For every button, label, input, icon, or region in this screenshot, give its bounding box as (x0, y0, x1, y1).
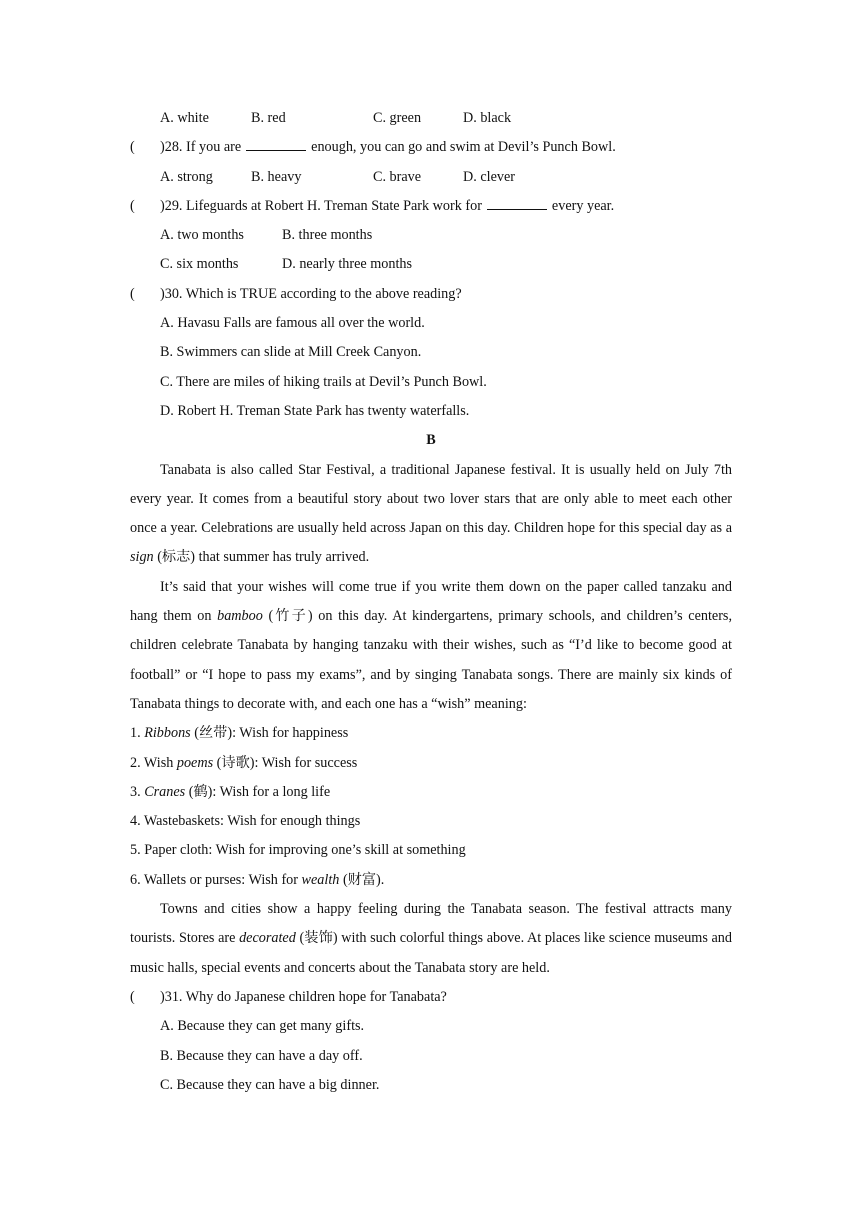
q31-paren: ( (130, 988, 135, 1005)
question-30 (130, 280, 732, 309)
p1-text-a: Tanabata is also called Star Festival, a traditional Japanese festival. It is usually held on July 7th every year. It comes from a beautiful story about two lover stars that are only able to meet each other once a year. Celebrations are usually held across Japan on this day. Children hope for this special day as a (130, 461, 732, 537)
exam-content (130, 104, 732, 1100)
q28-option-b: B. heavy (251, 168, 302, 185)
q31-option-b: B. Because they can have a day off. (160, 1047, 363, 1064)
list-item-3-number: 3. (130, 783, 145, 800)
p1-term-sign: sign (130, 549, 154, 566)
q28-option-c: C. brave (373, 168, 422, 185)
q28-options (130, 163, 732, 192)
q29-options-row1 (130, 221, 732, 250)
list-item-2-term: poems (176, 754, 214, 771)
passage (130, 456, 732, 720)
q30-option-c: C. There are miles of hiking trails at Devil’s Punch Bowl. (160, 373, 487, 390)
list-item-4: 4. Wastebaskets: Wish for enough things (130, 813, 361, 830)
list-item-1 (130, 719, 732, 748)
q30-option-d: D. Robert H. Treman State Park has twenty waterfalls. (160, 402, 470, 419)
passage-end (130, 895, 732, 983)
q29-option-d: D. nearly three months (282, 256, 413, 273)
q28-stem-rest: enough, you can go and swim at Devil’s Punch Bowl. (311, 139, 616, 156)
q30-paren: ( (130, 285, 135, 302)
list-item-2-number: 2. Wish (130, 754, 177, 771)
list-item-6-number: 6. Wallets or purses: Wish for (130, 871, 302, 888)
q29-stem-rest: every year. (551, 197, 615, 214)
q29-option-b: B. three months (282, 227, 373, 244)
list-item-6 (130, 866, 732, 895)
q31-option-c: C. Because they can have a big dinner. (160, 1076, 380, 1093)
q30-option-a: A. Havasu Falls are famous all over the world. (160, 315, 425, 332)
p2-term-bamboo: bamboo (217, 608, 263, 625)
list-item-1-text: (丝带): Wish for happiness (190, 725, 349, 742)
q29-option-c: C. six months (160, 256, 239, 273)
list-item-1-number: 1. (130, 725, 145, 742)
q29-option-a: A. two months (160, 227, 244, 244)
list-item-1-term: Ribbons (144, 725, 191, 742)
p2-text-a: It’s said that your wishes will come true if you write them down on the paper called tanzaku and hang them on (130, 578, 732, 625)
q27-options (130, 104, 732, 133)
q31-stem: )31. Why do Japanese children hope for Tanabata? (160, 988, 447, 1005)
q28-option-d: D. clever (463, 168, 515, 185)
q28-paren: ( (130, 139, 135, 156)
passage-paragraph-2 (130, 573, 732, 719)
passage-paragraph-3 (130, 895, 732, 983)
q30-option-b: B. Swimmers can slide at Mill Creek Canyon. (160, 344, 422, 361)
question-31 (130, 983, 732, 1012)
q27-option-b: B. red (251, 110, 286, 126)
question-29 (130, 192, 732, 221)
q28-blank[interactable] (246, 135, 306, 151)
list-item-3 (130, 778, 732, 807)
q28-stem: )28. If you are (160, 139, 242, 156)
question-28 (130, 133, 732, 162)
q30-stem: )30. Which is TRUE according to the above reading? (160, 285, 462, 302)
q29-stem: )29. Lifeguards at Robert H. Treman State Park work for (160, 197, 482, 214)
p3-term-decorated: decorated (239, 930, 296, 947)
p1-text-b: (标志) that summer has truly arrived. (153, 549, 370, 566)
passage-paragraph-1 (130, 456, 732, 573)
p3-text-a: Towns and cities show a happy feeling during the Tanabata season. The festival attracts many tourists. Stores are (130, 901, 732, 947)
list-item-2-text: (诗歌): Wish for success (213, 754, 358, 771)
q31-option-a: A. Because they can get many gifts. (160, 1018, 365, 1035)
list-item-6-term: wealth (301, 871, 340, 888)
p3-text-b: (装饰) with such colorful things above. At places like science museums and music halls, special events and concerts about the Tanabata story are held. (130, 930, 732, 976)
q28-option-a: A. strong (160, 168, 213, 185)
list-item-3-term: Cranes (144, 783, 186, 800)
q29-paren: ( (130, 197, 135, 214)
q27-option-a: A. white (160, 110, 209, 126)
q27-option-c: C. green (373, 110, 422, 126)
list-item-3-text: (鹤): Wish for a long life (185, 783, 331, 800)
list-item-6-text: (财富). (339, 871, 385, 888)
q29-options-row2 (130, 250, 732, 279)
list-item-5: 5. Paper cloth: Wish for improving one’s skill at something (130, 842, 466, 859)
q29-blank[interactable] (487, 194, 547, 210)
list-item-2 (130, 749, 732, 778)
q27-option-d: D. black (463, 110, 512, 126)
section-b-heading: B (426, 432, 436, 449)
p2-text-b: (竹子) on this day. At kindergartens, primary schools, and children’s centers, children celebrate Tanabata by hanging tanzaku with their wishes, such as “I’d like to become good at football” or “I hope to pass my exams”, and by singing Tanabata songs. There are mainly six kinds of Tanabata things to decorate with, and each one has a “wish” meaning: (130, 608, 732, 712)
